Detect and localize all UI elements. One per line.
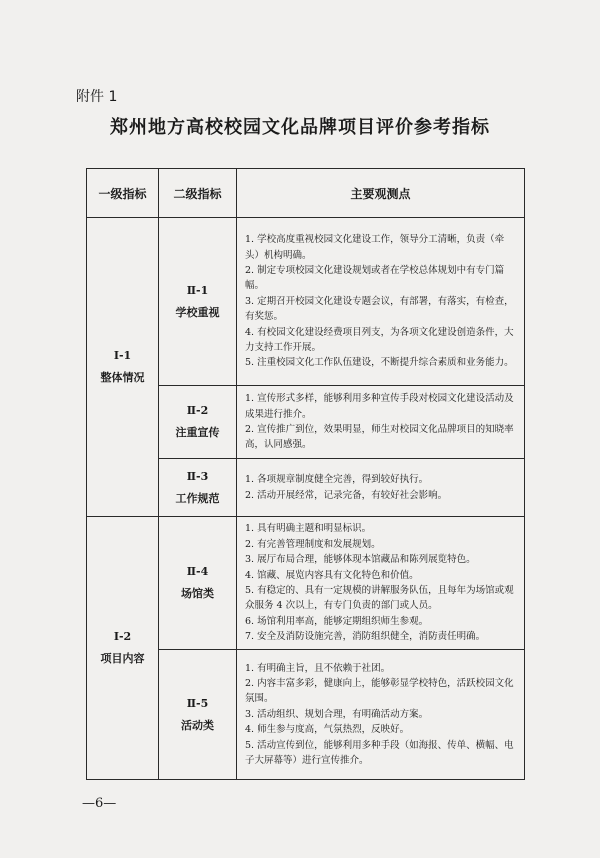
level2-cell-work-standards — [159, 459, 237, 517]
observation-points-cell — [237, 218, 525, 386]
level2-name: 工作规范 — [175, 491, 220, 505]
level1-name: 整体情况 — [100, 371, 145, 384]
header-level2: 二级指标 — [159, 169, 237, 218]
level2-code: Ⅱ-5 — [186, 696, 209, 710]
level2-code: Ⅱ-4 — [186, 565, 209, 578]
level1-code: Ⅰ-2 — [113, 630, 132, 643]
level2-code: Ⅱ-1 — [186, 283, 209, 297]
observation-points-cell — [237, 650, 525, 780]
observation-point: 2. 活动开展经常，记录完备，有较好社会影响。 — [245, 489, 448, 501]
observation-point: 1. 宣传形式多样，能够利用多种宣传手段对校园文化建设活动及成果进行推介。 — [245, 393, 514, 420]
observation-point: 1. 具有明确主题和明显标识。 — [245, 523, 372, 535]
table-row — [87, 517, 525, 650]
level2-name: 活动类 — [181, 718, 214, 732]
observation-point: 5. 注重校园文化工作队伍建设，不断提升综合素质和业务能力。 — [245, 357, 514, 369]
level2-code: Ⅱ-2 — [186, 404, 209, 417]
observation-point: 5. 活动宣传到位，能够利用多种手段（如海报、传单、横幅、电子大屏幕等）进行宣传推介。 — [245, 739, 514, 767]
level2-cell-activities — [159, 650, 237, 780]
observation-point: 2. 制定专项校园文化建设规划或者在学校总体规划中有专门篇幅。 — [245, 264, 505, 292]
observation-point: 4. 馆藏、展览内容具有文化特色和价值。 — [245, 569, 419, 581]
observation-point: 1. 学校高度重视校园文化建设工作，领导分工清晰，负责（牵头）机构明确。 — [245, 234, 505, 261]
page-number: —6— — [82, 796, 117, 811]
level1-code: Ⅰ-1 — [113, 349, 132, 362]
header-observation-points: 主要观测点 — [237, 169, 525, 218]
observation-point: 6. 场馆利用率高，能够定期组织师生参观。 — [245, 615, 429, 627]
observation-point: 3. 展厅布局合理，能够体现本馆藏品和陈列展览特色。 — [245, 554, 476, 566]
observation-point: 3. 活动组织、规划合理，有明确活动方案。 — [245, 708, 429, 720]
document-title: 郑州地方高校校园文化品牌项目评价参考指标 — [110, 117, 490, 138]
level2-cell-school-attention — [159, 218, 237, 386]
level2-code: Ⅱ-3 — [186, 469, 209, 483]
observation-points-cell — [237, 459, 525, 517]
observation-point: 2. 宣传推广到位，效果明显，师生对校园文化品牌项目的知晓率高，认同感强。 — [245, 424, 514, 451]
level2-cell-publicity — [159, 386, 237, 459]
table-header-row — [87, 169, 525, 218]
table-row — [87, 218, 525, 386]
observation-point: 1. 有明确主旨，且不依赖于社团。 — [245, 662, 391, 674]
observation-point: 4. 有校园文化建设经费项目列支，为各项文化建设创造条件，大力支持工作开展。 — [245, 326, 514, 354]
observation-points-cell — [237, 386, 525, 459]
observation-point: 1. 各项规章制度健全完善，得到较好执行。 — [245, 474, 429, 486]
level2-name: 场馆类 — [181, 587, 214, 600]
level2-name: 学校重视 — [175, 305, 220, 319]
level2-name: 注重宣传 — [175, 426, 220, 439]
level1-cell-overall — [87, 218, 159, 517]
observation-point: 2. 有完善管理制度和发展规划。 — [245, 538, 381, 550]
observation-point: 7. 安全及消防设施完善，消防组织健全，消防责任明确。 — [245, 631, 486, 643]
level1-cell-project-content — [87, 517, 159, 780]
header-level1: 一级指标 — [87, 169, 159, 218]
level2-cell-venues — [159, 517, 237, 650]
observation-points-cell — [237, 517, 525, 650]
observation-point: 2. 内容丰富多彩，健康向上，能够彰显学校特色，活跃校园文化氛围。 — [245, 677, 514, 705]
observation-point: 3. 定期召开校园文化建设专题会议，有部署，有落实，有检查，有奖惩。 — [245, 295, 514, 323]
observation-point: 4. 师生参与度高，气氛热烈，反映好。 — [245, 724, 410, 736]
attachment-label: 附件 1 — [76, 89, 118, 105]
observation-point: 5. 有稳定的、具有一定规模的讲解服务队伍，且每年为场馆或观众服务 4 次以上，有专门负责的部门或人员。 — [245, 585, 514, 612]
evaluation-table — [86, 168, 525, 780]
level1-name: 项目内容 — [100, 652, 145, 665]
